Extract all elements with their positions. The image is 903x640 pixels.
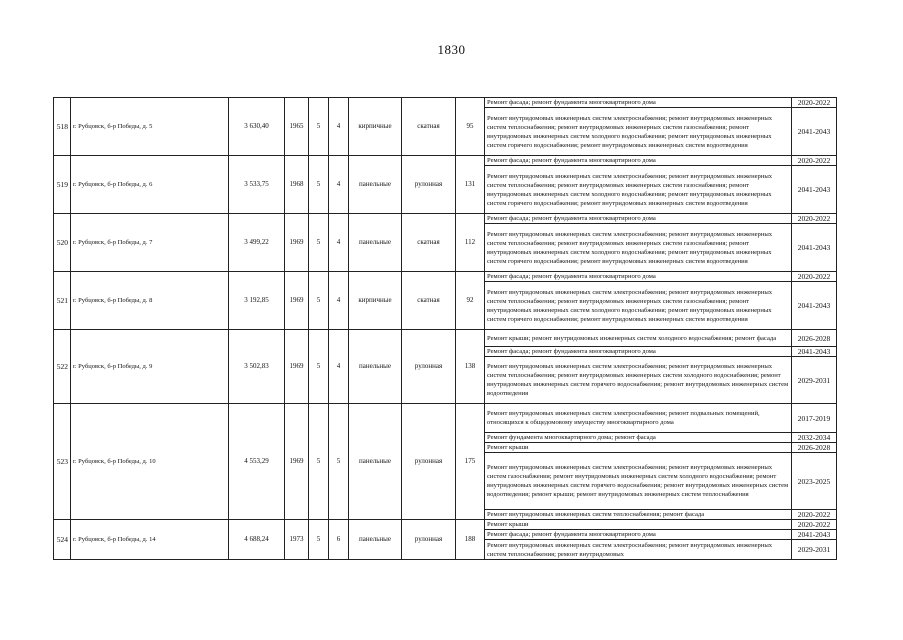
year-cell: 1968 xyxy=(285,156,309,214)
work-period-cell: 2041-2043 xyxy=(792,530,837,540)
capital-repair-table xyxy=(53,97,837,560)
work-description-cell: Ремонт фасада; ремонт фундамента многоквартирного дома xyxy=(485,156,792,166)
year-cell: 1969 xyxy=(285,404,309,520)
entrances-cell: 4 xyxy=(329,214,349,272)
apartments-cell: 175 xyxy=(456,404,485,520)
work-period-cell: 2041-2043 xyxy=(792,224,837,272)
wall-material-cell: панельные xyxy=(349,330,402,404)
year-cell: 1969 xyxy=(285,272,309,330)
work-description-cell: Ремонт внутридомовых инженерных систем электроснабжения; ремонт внутридомовых инженерных систем теплоснабжения; ремонт внутридомовых инженерных систем газоснабжения; ремонт внутридомовых инженерных систем холодного водоснабжения; ремонт внутридомовых инженерных систем горячего водоснабжения; ремонт внутридомовых инженерных систем водоотведения xyxy=(485,282,792,330)
work-period-cell: 2020-2022 xyxy=(792,214,837,224)
work-period-cell: 2026-2028 xyxy=(792,330,837,347)
area-cell: 3 533,75 xyxy=(229,156,285,214)
entrances-cell: 5 xyxy=(329,404,349,520)
work-description-cell: Ремонт внутридомовых инженерных систем электроснабжения; ремонт подвальных помещений, относящихся к общедомовому имуществу многоквартирного дома xyxy=(485,404,792,433)
work-description-cell: Ремонт внутридомовых инженерных систем теплоснабжения; ремонт фасада xyxy=(485,510,792,520)
table-row xyxy=(54,98,837,108)
table-row xyxy=(54,404,837,433)
entrances-cell: 4 xyxy=(329,98,349,156)
row-number-cell: 523 xyxy=(54,404,71,520)
work-description-cell: Ремонт внутридомовых инженерных систем электроснабжения; ремонт внутридомовых инженерных систем теплоснабжения; ремонт внутридомовых инженерных систем газоснабжения; ремонт внутридомовых инженерных систем холодного водоснабжения; ремонт внутридомовых инженерных систем горячего водоснабжения; ремонт внутридомовых инженерных систем водоотведения xyxy=(485,166,792,214)
wall-material-cell: панельные xyxy=(349,156,402,214)
wall-material-cell: панельные xyxy=(349,214,402,272)
floors-cell: 5 xyxy=(309,520,329,560)
address-cell: г. Рубцовск, б-р Победы, д. 14 xyxy=(71,520,229,560)
address-cell: г. Рубцовск, б-р Победы, д. 9 xyxy=(71,330,229,404)
work-period-cell: 2026-2028 xyxy=(792,443,837,453)
work-period-cell: 2020-2022 xyxy=(792,510,837,520)
floors-cell: 5 xyxy=(309,272,329,330)
area-cell: 3 630,40 xyxy=(229,98,285,156)
wall-material-cell: панельные xyxy=(349,520,402,560)
work-period-cell: 2041-2043 xyxy=(792,282,837,330)
apartments-cell: 138 xyxy=(456,330,485,404)
table-row xyxy=(54,520,837,530)
work-period-cell: 2041-2043 xyxy=(792,166,837,214)
work-period-cell: 2029-2031 xyxy=(792,540,837,560)
table-row xyxy=(54,214,837,224)
year-cell: 1965 xyxy=(285,98,309,156)
wall-material-cell: кирпичные xyxy=(349,272,402,330)
address-cell: г. Рубцовск, б-р Победы, д. 8 xyxy=(71,272,229,330)
floors-cell: 5 xyxy=(309,404,329,520)
roof-type-cell: рулонная xyxy=(402,156,456,214)
work-description-cell: Ремонт крыши xyxy=(485,443,792,453)
roof-type-cell: рулонная xyxy=(402,330,456,404)
work-description-cell: Ремонт внутридомовых инженерных систем электроснабжения; ремонт внутридомовых инженерных систем газоснабжения; ремонт внутридомовых инженерных систем холодного водоснабжения; ремонт внутридомовых инженерных систем горячего водоснабжения; ремонт внутридомовых инженерных систем водоотведения; ремонт крыши; ремонт внутридомовых инженерных систем теплоснабжения xyxy=(485,453,792,510)
work-description-cell: Ремонт крыши xyxy=(485,520,792,530)
work-period-cell: 2017-2019 xyxy=(792,404,837,433)
row-number-cell: 519 xyxy=(54,156,71,214)
row-number-cell: 524 xyxy=(54,520,71,560)
work-period-cell: 2020-2022 xyxy=(792,98,837,108)
work-period-cell: 2041-2043 xyxy=(792,347,837,357)
work-description-cell: Ремонт фасада; ремонт фундамента многоквартирного дома xyxy=(485,214,792,224)
year-cell: 1969 xyxy=(285,214,309,272)
work-description-cell: Ремонт внутридомовых инженерных систем электроснабжения; ремонт внутридомовых инженерных систем теплоснабжения; ремонт внутридомовых инженерных систем газоснабжения; ремонт внутридомовых инженерных систем холодного водоснабжения; ремонт внутридомовых инженерных систем горячего водоснабжения; ремонт внутридомовых инженерных систем водоотведения xyxy=(485,224,792,272)
floors-cell: 5 xyxy=(309,98,329,156)
table-row xyxy=(54,272,837,282)
table-row xyxy=(54,156,837,166)
area-cell: 4 688,24 xyxy=(229,520,285,560)
row-number-cell: 518 xyxy=(54,98,71,156)
apartments-cell: 95 xyxy=(456,98,485,156)
roof-type-cell: скатная xyxy=(402,214,456,272)
work-period-cell: 2020-2022 xyxy=(792,156,837,166)
area-cell: 3 499,22 xyxy=(229,214,285,272)
table-row xyxy=(54,330,837,347)
entrances-cell: 4 xyxy=(329,156,349,214)
work-period-cell: 2020-2022 xyxy=(792,520,837,530)
work-description-cell: Ремонт фундамента многоквартирного дома; ремонт фасада xyxy=(485,433,792,443)
work-period-cell: 2023-2025 xyxy=(792,453,837,510)
work-period-cell: 2041-2043 xyxy=(792,108,837,156)
work-description-cell: Ремонт внутридомовых инженерных систем электроснабжения; ремонт внутридомовых инженерных систем теплоснабжения; ремонт внутридомовых инженерных систем холодного водоснабжения; ремонт внутридомовых инженерных систем горячего водоснабжения; ремонт внутридомовых инженерных систем водоотведения xyxy=(485,357,792,404)
work-period-cell: 2020-2022 xyxy=(792,272,837,282)
address-cell: г. Рубцовск, б-р Победы, д. 7 xyxy=(71,214,229,272)
work-period-cell: 2032-2034 xyxy=(792,433,837,443)
work-description-cell: Ремонт внутридомовых инженерных систем электроснабжения; ремонт внутридомовых инженерных систем теплоснабжения; ремонт внутридомовых xyxy=(485,540,792,560)
work-description-cell: Ремонт внутридомовых инженерных систем электроснабжения; ремонт внутридомовых инженерных систем теплоснабжения; ремонт внутридомовых инженерных систем газоснабжения; ремонт внутридомовых инженерных систем холодного водоснабжения; ремонт внутридомовых инженерных систем горячего водоснабжения; ремонт внутридомовых инженерных систем водоотведения xyxy=(485,108,792,156)
apartments-cell: 131 xyxy=(456,156,485,214)
area-cell: 3 192,85 xyxy=(229,272,285,330)
floors-cell: 5 xyxy=(309,214,329,272)
wall-material-cell: панельные xyxy=(349,404,402,520)
work-description-cell: Ремонт фасада; ремонт фундамента многоквартирного дома xyxy=(485,530,792,540)
wall-material-cell: кирпичные xyxy=(349,98,402,156)
entrances-cell: 4 xyxy=(329,330,349,404)
year-cell: 1969 xyxy=(285,330,309,404)
year-cell: 1973 xyxy=(285,520,309,560)
row-number-cell: 521 xyxy=(54,272,71,330)
floors-cell: 5 xyxy=(309,156,329,214)
address-cell: г. Рубцовск, б-р Победы, д. 5 xyxy=(71,98,229,156)
address-cell: г. Рубцовск, б-р Победы, д. 10 xyxy=(71,404,229,520)
work-period-cell: 2029-2031 xyxy=(792,357,837,404)
roof-type-cell: скатная xyxy=(402,272,456,330)
row-number-cell: 522 xyxy=(54,330,71,404)
work-description-cell: Ремонт фасада; ремонт фундамента многоквартирного дома xyxy=(485,98,792,108)
entrances-cell: 6 xyxy=(329,520,349,560)
entrances-cell: 4 xyxy=(329,272,349,330)
page-number: 1830 xyxy=(437,42,466,57)
apartments-cell: 112 xyxy=(456,214,485,272)
area-cell: 3 502,83 xyxy=(229,330,285,404)
roof-type-cell: скатная xyxy=(402,98,456,156)
work-description-cell: Ремонт фасада; ремонт фундамента многоквартирного дома xyxy=(485,272,792,282)
table-body xyxy=(54,98,837,560)
work-description-cell: Ремонт крыши; ремонт внутридомовых инженерных систем холодного водоснабжения; ремонт фасада xyxy=(485,330,792,347)
work-description-cell: Ремонт фасада; ремонт фундамента многоквартирного дома xyxy=(485,347,792,357)
address-cell: г. Рубцовск, б-р Победы, д. 6 xyxy=(71,156,229,214)
roof-type-cell: рулонная xyxy=(402,404,456,520)
apartments-cell: 188 xyxy=(456,520,485,560)
apartments-cell: 92 xyxy=(456,272,485,330)
roof-type-cell: рулонная xyxy=(402,520,456,560)
row-number-cell: 520 xyxy=(54,214,71,272)
floors-cell: 5 xyxy=(309,330,329,404)
area-cell: 4 553,29 xyxy=(229,404,285,520)
